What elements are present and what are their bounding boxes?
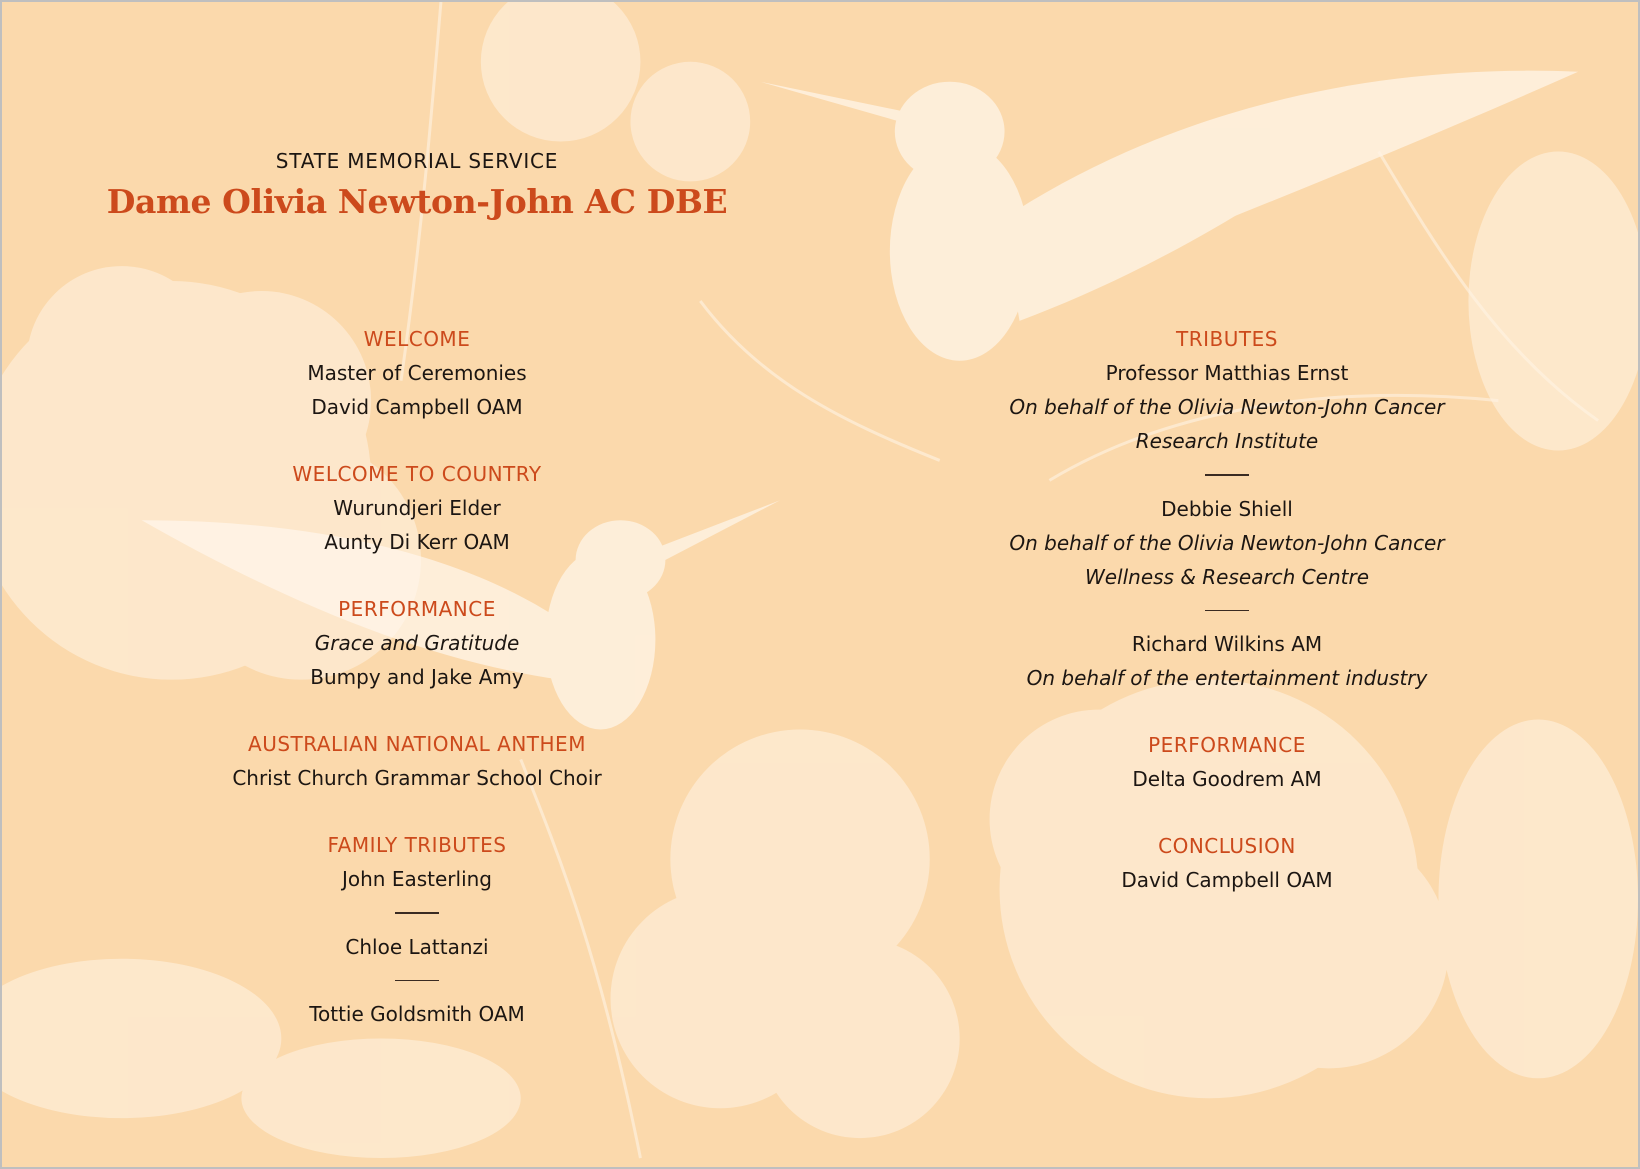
performance-title: Grace and Gratitude xyxy=(314,631,520,655)
tribute-name: John Easterling xyxy=(341,867,492,891)
section-heading: WELCOME TO COUNTRY xyxy=(292,462,542,486)
section-heading: WELCOME xyxy=(363,327,471,351)
tribute-name: Tottie Goldsmith OAM xyxy=(309,1002,525,1026)
divider xyxy=(1205,474,1249,476)
section-line: David Campbell OAM xyxy=(311,395,523,419)
section-heading: CONCLUSION xyxy=(1158,834,1296,858)
tribute-role: On behalf of the Olivia Newton-John Cancer xyxy=(1009,395,1445,419)
program-left-column xyxy=(62,322,772,1031)
spacer xyxy=(62,795,772,828)
section-anthem xyxy=(62,727,772,795)
section-line: Master of Ceremonies xyxy=(307,361,527,385)
tribute-name: Professor Matthias Ernst xyxy=(1105,361,1349,385)
section-welcome xyxy=(62,322,772,424)
section-heading: AUSTRALIAN NATIONAL ANTHEM xyxy=(248,732,586,756)
tribute-role: Research Institute xyxy=(1135,429,1319,453)
section-line: David Campbell OAM xyxy=(1121,868,1333,892)
spacer xyxy=(872,796,1582,829)
section-line: Wurundjeri Elder xyxy=(333,496,501,520)
spacer xyxy=(62,424,772,457)
section-conclusion xyxy=(872,829,1582,897)
section-heading: PERFORMANCE xyxy=(338,597,496,621)
section-performance xyxy=(62,592,772,694)
section-performance-2 xyxy=(872,728,1582,796)
section-tributes xyxy=(872,322,1582,695)
section-heading: TRIBUTES xyxy=(1176,327,1278,351)
section-heading: FAMILY TRIBUTES xyxy=(327,833,507,857)
section-heading: PERFORMANCE xyxy=(1148,733,1306,757)
spacer xyxy=(62,694,772,727)
program-right-column xyxy=(872,322,1582,897)
spacer xyxy=(872,695,1582,728)
tribute-role: Wellness & Research Centre xyxy=(1084,564,1370,589)
section-welcome-to-country xyxy=(62,457,772,559)
section-line: Christ Church Grammar School Choir xyxy=(232,766,602,790)
tribute-name: Chloe Lattanzi xyxy=(345,934,489,959)
section-line: Aunty Di Kerr OAM xyxy=(324,530,510,554)
tribute-role: On behalf of the Olivia Newton-John Cancer xyxy=(1009,530,1445,555)
divider xyxy=(395,912,439,914)
divider xyxy=(1205,610,1249,612)
spacer xyxy=(62,559,772,592)
tribute-name: Debbie Shiell xyxy=(1161,496,1293,521)
section-line: Bumpy and Jake Amy xyxy=(310,665,524,689)
section-family-tributes xyxy=(62,828,772,1031)
section-line: Delta Goodrem AM xyxy=(1132,767,1322,791)
divider xyxy=(395,980,439,982)
tribute-name: Richard Wilkins AM xyxy=(1131,632,1323,656)
tribute-role: On behalf of the entertainment industry xyxy=(1026,666,1428,690)
service-eyebrow: STATE MEMORIAL SERVICE xyxy=(275,149,559,173)
page-title: Dame Olivia Newton-John AC DBE xyxy=(106,182,728,221)
